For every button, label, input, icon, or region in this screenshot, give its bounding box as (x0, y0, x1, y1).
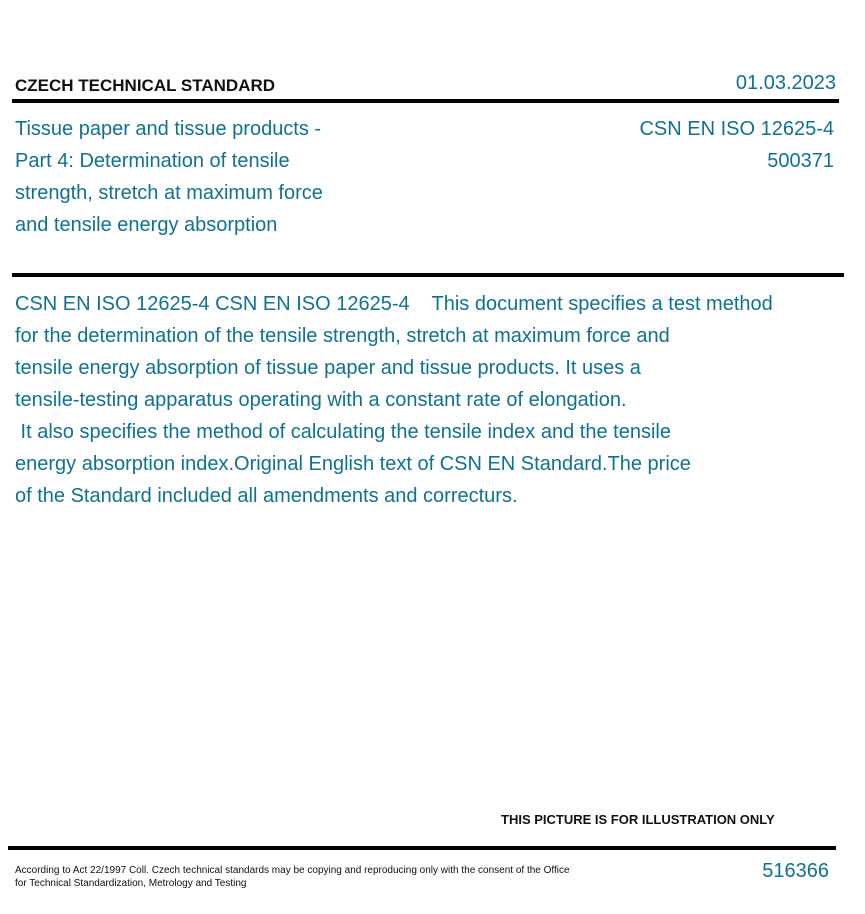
title-divider (12, 273, 844, 277)
title-line: Tissue paper and tissue products - (15, 118, 322, 140)
title-line: Part 4: Determination of tensile (15, 150, 290, 172)
description-line: energy absorption index.Original English text of CSN EN Standard.The price (15, 453, 691, 475)
title-line: and tensile energy absorption (15, 214, 278, 236)
issue-date: 01.03.2023 (735, 72, 836, 94)
description-line: for the determination of the tensile strength, stretch at maximum force and (15, 325, 670, 347)
footer-divider (8, 846, 836, 850)
legal-line: for Technical Standardization, Metrology and Testing (15, 878, 247, 889)
standard-identifiers (639, 113, 834, 177)
description-line: CSN EN ISO 12625-4 CSN EN ISO 12625-4 This document specifies a test method (15, 293, 773, 315)
title-line: strength, stretch at maximum force (15, 182, 323, 204)
legal-line: According to Act 22/1997 Coll. Czech technical standards may be copying and reproducing only with the consent of the Office (15, 865, 570, 876)
document-type-label: CZECH TECHNICAL STANDARD (15, 76, 276, 95)
description-line: tensile-testing apparatus operating with a constant rate of elongation. (15, 389, 627, 411)
description-line: of the Standard included all amendments and correcturs. (15, 485, 518, 507)
class-number: 500371 (767, 150, 834, 172)
description (15, 288, 845, 512)
description-line: tensile energy absorption of tissue paper and tissue products. It uses a (15, 357, 641, 379)
description-line: It also specifies the method of calculating the tensile index and the tensile (15, 421, 671, 443)
legal-notice (15, 864, 615, 890)
standard-title (15, 113, 375, 241)
standard-code: CSN EN ISO 12625-4 (639, 118, 834, 140)
header-divider (12, 99, 839, 103)
catalog-number: 516366 (762, 860, 829, 882)
illustration-notice: THIS PICTURE IS FOR ILLUSTRATION ONLY (501, 812, 775, 827)
